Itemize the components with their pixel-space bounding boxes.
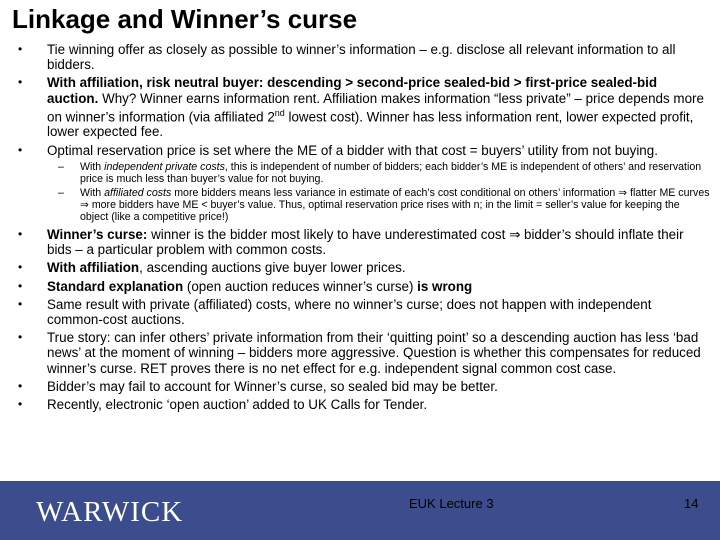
bullet-3 bbox=[0, 143, 710, 223]
warwick-logo-text: WARWICK bbox=[36, 496, 184, 528]
bullet-4-bold: Winner’s curse: bbox=[47, 226, 148, 242]
warwick-logo bbox=[36, 494, 201, 528]
sub-bullet-1-italic: independent private costs bbox=[104, 160, 225, 173]
bullet-5-bold: With affiliation bbox=[47, 260, 140, 276]
bullet-2-text-a: Why? Winner earns information rent. Affiliation makes information “less private” – price depends more on winner’s information (via affiliated 2 bbox=[47, 90, 704, 125]
bullet-2-sup: nd bbox=[274, 107, 285, 118]
bullet-9-text: Bidder’s may fail to account for Winner’s curse, so sealed bid may be better. bbox=[47, 378, 498, 394]
sub-bullet-1 bbox=[0, 161, 710, 185]
sub-bullet-list bbox=[47, 161, 710, 223]
bullet-10 bbox=[0, 397, 710, 412]
bullet-4 bbox=[0, 227, 710, 257]
sub-bullet-2-b: more bidders means less variance in estimate of each’s cost conditional on others’ information ⇒ flatter ME curves ⇒ more bidders have ME < buyer’s value. Thus, optimal reservation price rises with n; in the limit = seller’s value for keeping the object (like a competitive price!) bbox=[80, 186, 710, 223]
slide-title: Linkage and Winner’s curse bbox=[12, 4, 358, 34]
bullet-list bbox=[0, 42, 710, 415]
footer-bar bbox=[0, 481, 720, 540]
sub-bullet-1-b: , this is independent of number of bidders; each bidder’s ME is independent of others’ and reservation price is much less than buyer’s value for not buying. bbox=[80, 160, 702, 185]
bullet-6-text: (open auction reduces winner’s curse) bbox=[183, 278, 418, 294]
bullet-8-text: True story: can infer others’ private information from their ‘quitting point’ so a descending auction has less ‘bad news’ at the moment of winning – bidders more aggressive. Question is whether this compensates for reduced winner’s curse. RET proves there is no net effect for e.g. independent signal common cost case. bbox=[47, 330, 701, 376]
bullet-5-text: , ascending auctions give buyer lower prices. bbox=[139, 260, 406, 276]
bullet-6 bbox=[0, 279, 710, 294]
bullet-6-bold-1: Standard explanation bbox=[47, 278, 184, 294]
bullet-5 bbox=[0, 260, 710, 275]
bullet-2 bbox=[0, 75, 710, 139]
sub-bullet-2-a: With bbox=[80, 186, 105, 199]
sub-bullet-2 bbox=[0, 187, 710, 223]
bullet-1-text: Tie winning offer as closely as possible to winner’s information – e.g. disclose all relevant information to all bidders. bbox=[47, 42, 676, 73]
bullet-6-bold-2: is wrong bbox=[417, 278, 473, 294]
page-number: 14 bbox=[684, 496, 699, 511]
bullet-10-text: Recently, electronic ‘open auction’ added to UK Calls for Tender. bbox=[47, 396, 428, 412]
lecture-label: EUK Lecture 3 bbox=[409, 496, 494, 511]
bullet-7 bbox=[0, 297, 710, 327]
bullet-9 bbox=[0, 379, 710, 394]
bullet-4-text: winner is the bidder most likely to have underestimated cost ⇒ bidder’s should inflate their bids – a particular problem with common costs. bbox=[47, 226, 684, 258]
bullet-8 bbox=[0, 330, 710, 376]
bullet-7-text: Same result with private (affiliated) costs, where no winner’s curse; does not happen with independent common-cost auctions. bbox=[47, 296, 652, 327]
bullet-2-bold: With affiliation, risk neutral buyer: descending > second-price sealed-bid > first-price sealed-bid auction. bbox=[47, 75, 658, 106]
sub-bullet-1-a: With bbox=[80, 160, 105, 173]
bullet-3-text: Optimal reservation price is set where the ME of a bidder with that cost = buyers’ utility from not buying. bbox=[47, 142, 658, 158]
sub-bullet-2-italic: affiliated costs bbox=[104, 186, 172, 199]
bullet-1 bbox=[0, 42, 710, 72]
bullet-2-text-b: lowest cost). Winner has less information rent, lower expected profit, lower expected fee. bbox=[47, 109, 694, 140]
